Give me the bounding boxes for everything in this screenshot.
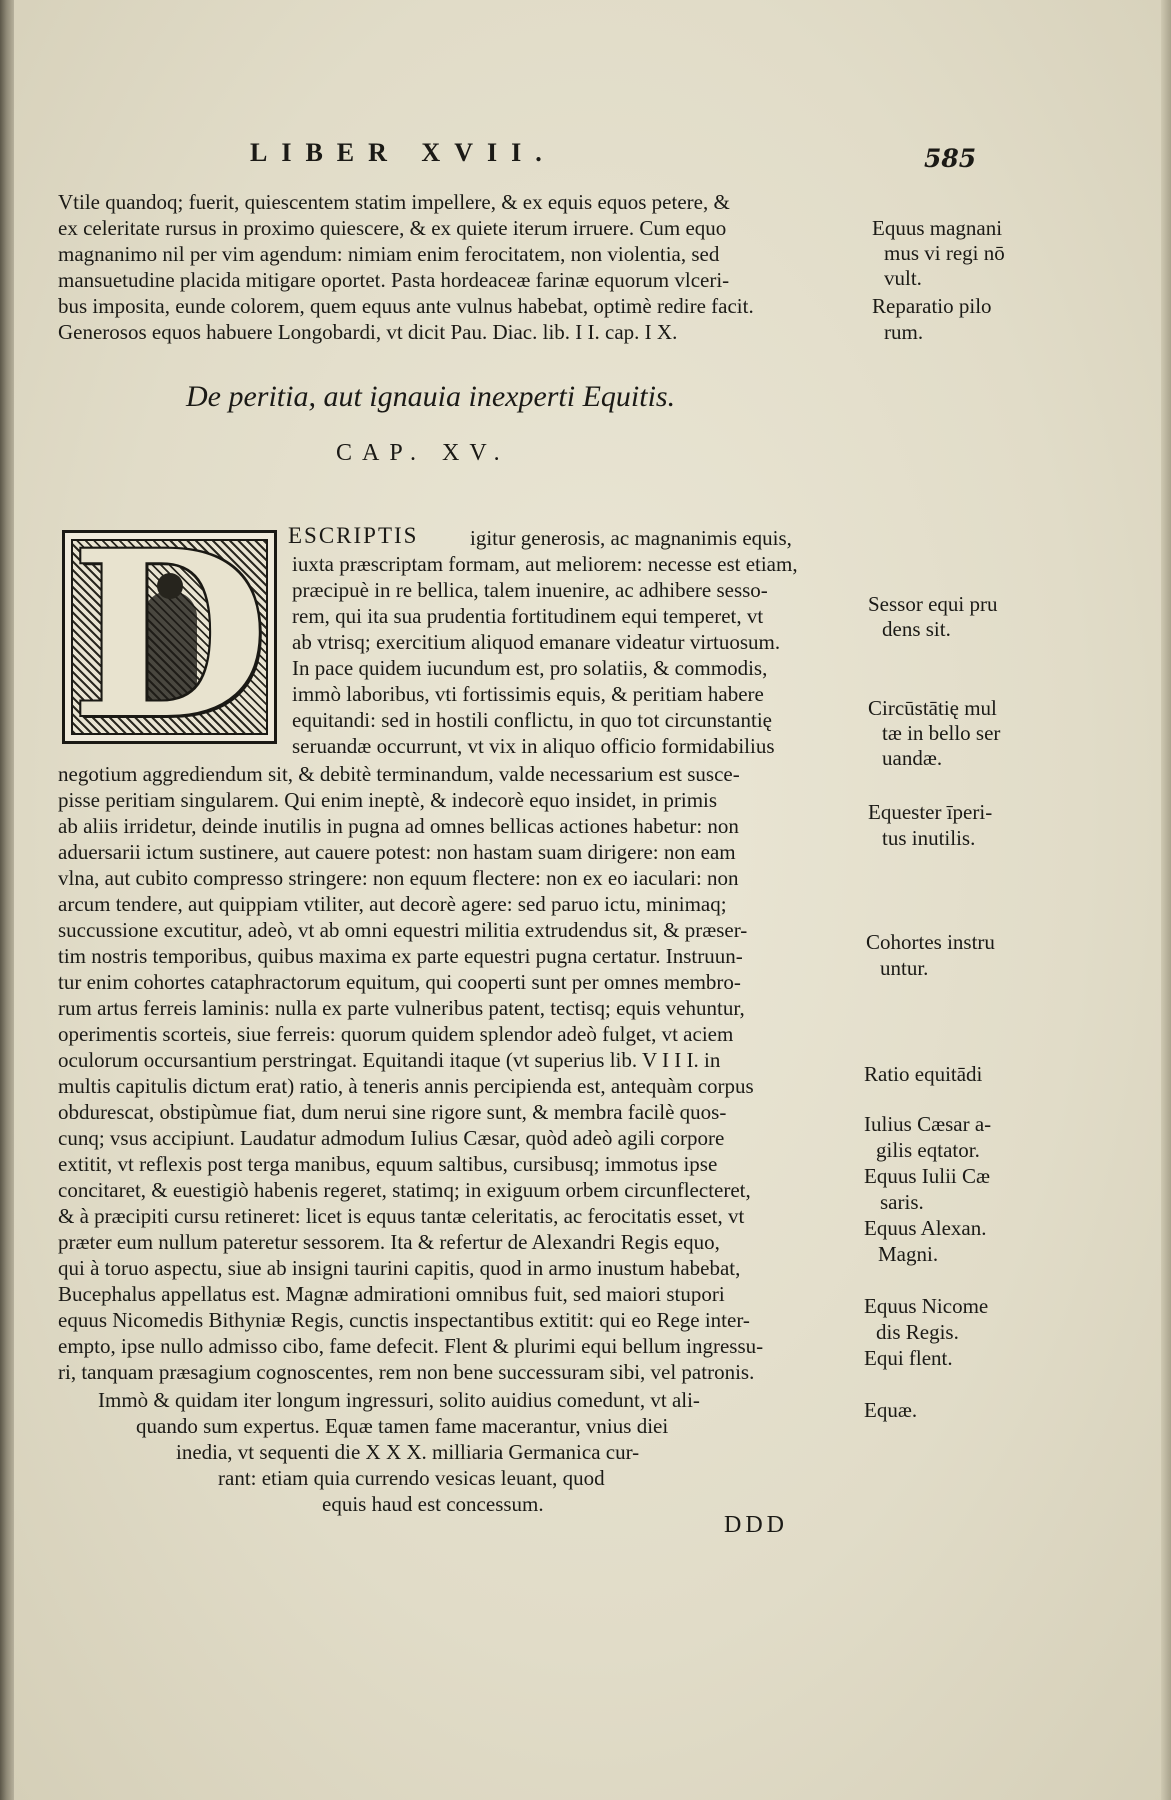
body-line: multis capitulis dictum erat) ratio, à teneris annis percipienda est, antequàm corpus [58, 1074, 754, 1098]
margin-note: dens sit. [882, 617, 951, 641]
first-word: ESCRIPTIS [288, 523, 419, 548]
body-line: equus Nicomedis Bithyniæ Regis, cunctis inspectantibus extitit: qui eo Rege inter- [58, 1308, 750, 1332]
chapter-title: De peritia, aut ignauia inexperti Equitis. [186, 380, 676, 413]
body-line: arcum tendere, aut quippiam vtiliter, aut decorè agere: sed paruo ictu, minimaq; [58, 892, 727, 916]
body-line: igitur generosis, ac magnanimis equis, [470, 526, 792, 550]
running-title: LIBER XVII. [250, 138, 556, 167]
margin-note: Magni. [878, 1242, 939, 1266]
body-line: qui à toruo aspectu, siue ab insigni taurini capitis, quod in armo inustum habebat, [58, 1256, 741, 1280]
body-line: ri, tanquam præsagium cognoscentes, rem non bene successuram sibi, vel patronis. [58, 1360, 755, 1384]
body-line: tur enim cohortes cataphractorum equitum, qui cooperti sunt per omnes membro- [58, 970, 741, 994]
margin-note: Ratio equitādi [864, 1062, 983, 1086]
margin-note: Iulius Cæsar a- [864, 1112, 992, 1136]
chapter-number: CAP. XV. [336, 440, 510, 466]
body-line: iuxta præscriptam formam, aut meliorem: necesse est etiam, [292, 552, 798, 576]
body-line: In pace quidem iucundum est, pro solatiis, & commodis, [292, 656, 768, 680]
margin-note: vult. [884, 266, 922, 290]
body-line: vlna, aut cubito compresso stringere: non equum flectere: non ex eo iaculari: non [58, 866, 739, 890]
body-line: extitit, vt reflexis post terga manibus, equum saltibus, cursibusq; immotus ipse [58, 1152, 718, 1176]
margin-note: Equus Nicome [864, 1294, 989, 1318]
top-text-line: mansuetudine placida mitigare oportet. Pasta hordeaceæ farinæ equorum vlceri- [58, 268, 730, 292]
top-text-line: Vtile quandoq; fuerit, quiescentem statim impellere, & ex equis equos petere, & [58, 190, 730, 214]
margin-note: rum. [884, 320, 924, 344]
body-line: Bucephalus appellatus est. Magnæ admirationi omnibus fuit, sed maiori stupori [58, 1282, 725, 1306]
margin-note: Cohortes instru [866, 930, 995, 954]
body-line: pisse peritiam singularem. Qui enim ineptè, & indecorè equo insidet, in primis [58, 788, 718, 812]
body-line: ab aliis irridetur, deinde inutilis in pugna ad omnes bellicas actiones habetur: non [58, 814, 739, 838]
margin-note: Equus magnani [872, 216, 1003, 240]
margin-note: Equester īperi- [868, 800, 993, 824]
top-text-line: Generosos equos habuere Longobardi, vt dicit Pau. Diac. lib. I I. cap. I X. [58, 320, 678, 344]
margin-note: Equus Iulii Cæ [864, 1164, 991, 1188]
catchword: DDD [724, 1512, 788, 1538]
body-line: oculorum occursantium perstringat. Equitandi itaque (vt superius lib. V I I I. in [58, 1048, 721, 1072]
margin-note: Equæ. [864, 1398, 918, 1422]
body-line: rum artus ferreis laminis: nulla ex parte vulneribus patent, tectisq; equis vehuntur, [58, 996, 745, 1020]
body-line: rem, qui ita sua prudentia fortitudinem equi temperet, vt [292, 604, 764, 628]
margin-note: Reparatio pilo [872, 294, 992, 318]
body-line: inedia, vt sequenti die X X X. milliaria Germanica cur- [176, 1440, 640, 1464]
body-line: obdurescat, obstipùmue fiat, dum nerui sine rigore sunt, & membra facilè quos- [58, 1100, 727, 1124]
margin-note: Equi flent. [864, 1346, 953, 1370]
top-text-line: bus imposita, eunde colorem, quem equus ante vulnus habebat, optimè redire facit. [58, 294, 754, 318]
margin-note: Equus Alexan. [864, 1216, 987, 1240]
margin-note: Circūstātię mul [868, 696, 997, 720]
margin-note: tæ in bello ser [882, 721, 1001, 745]
body-line: rant: etiam quia currendo vesicas leuant, quod [218, 1466, 605, 1490]
body-line: & à præcipiti cursu retineret: licet is equus tantæ celeritatis, ac ferocitatis esset, vt [58, 1204, 745, 1228]
body-line: succussione excutitur, adeò, vt ab omni equestri militia extrudendus sit, & præser- [58, 918, 748, 942]
body-line: quando sum expertus. Equæ tamen fame macerantur, vnius diei [136, 1414, 669, 1438]
margin-note: uandæ. [882, 746, 943, 770]
margin-note: dis Regis. [876, 1320, 959, 1344]
body-line: tim nostris temporibus, quibus maxima ex parte equestri pugna certatur. Instruun- [58, 944, 743, 968]
decorated-initial [62, 530, 277, 744]
body-line: cunq; vsus accipiunt. Laudatur admodum Iulius Cæsar, quòd adeò agili corpore [58, 1126, 725, 1150]
body-line: immò laboribus, vti fortissimis equis, & peritiam habere [292, 682, 764, 706]
body-line: seruandæ occurrunt, vt vix in aliquo officio formidabilius [292, 734, 775, 758]
book-binding [0, 0, 14, 1800]
body-line: aduersarii ictum sustinere, aut cauere potest: non hastam suam dirigere: non eam [58, 840, 736, 864]
page-number: 585 [924, 144, 977, 173]
margin-note: mus vi regi nō [884, 241, 1005, 265]
body-line: equitandi: sed in hostili conflictu, in quo tot circunstantię [292, 708, 772, 732]
top-text-line: magnanimo nil per vim agendum: nimiam enim ferocitatem, non violentia, sed [58, 242, 720, 266]
body-line: negotium aggrediendum sit, & debitè terminandum, valde necessarium est susce- [58, 762, 740, 786]
body-line: præter eum nullum pateretur sessorem. Ita & refertur de Alexandri Regis equo, [58, 1230, 720, 1254]
margin-note: untur. [880, 956, 929, 980]
margin-note: Sessor equi pru [868, 592, 998, 616]
body-line: Immò & quidam iter longum ingressuri, solito auidius comedunt, vt ali- [98, 1388, 700, 1412]
page-edge [1161, 0, 1171, 1800]
body-line: equis haud est concessum. [322, 1492, 544, 1516]
initial-letter: D [70, 530, 269, 744]
body-line: ab vtrisq; exercitium aliquod emanare videatur virtuosum. [292, 630, 781, 654]
margin-note: tus inutilis. [882, 826, 976, 850]
body-line: empto, ipse nullo admisso cibo, fame defecit. Flent & plurimi equi bellum ingressu- [58, 1334, 764, 1358]
top-text-line: ex celeritate rursus in proximo quiescere, & ex quiete iterum irruere. Cum equo [58, 216, 727, 240]
body-line: operimentis scorteis, siue ferreis: quorum quidem splendor adeò fulget, vt aciem [58, 1022, 734, 1046]
margin-note: gilis eqtator. [876, 1138, 980, 1162]
body-line: præcipuè in re bellica, talem inuenire, ac adhibere sesso- [292, 578, 768, 602]
margin-note: saris. [880, 1190, 924, 1214]
body-line: concitaret, & euestigiò habenis regeret, statimq; in exiguum orbem circunflecteret, [58, 1178, 751, 1202]
